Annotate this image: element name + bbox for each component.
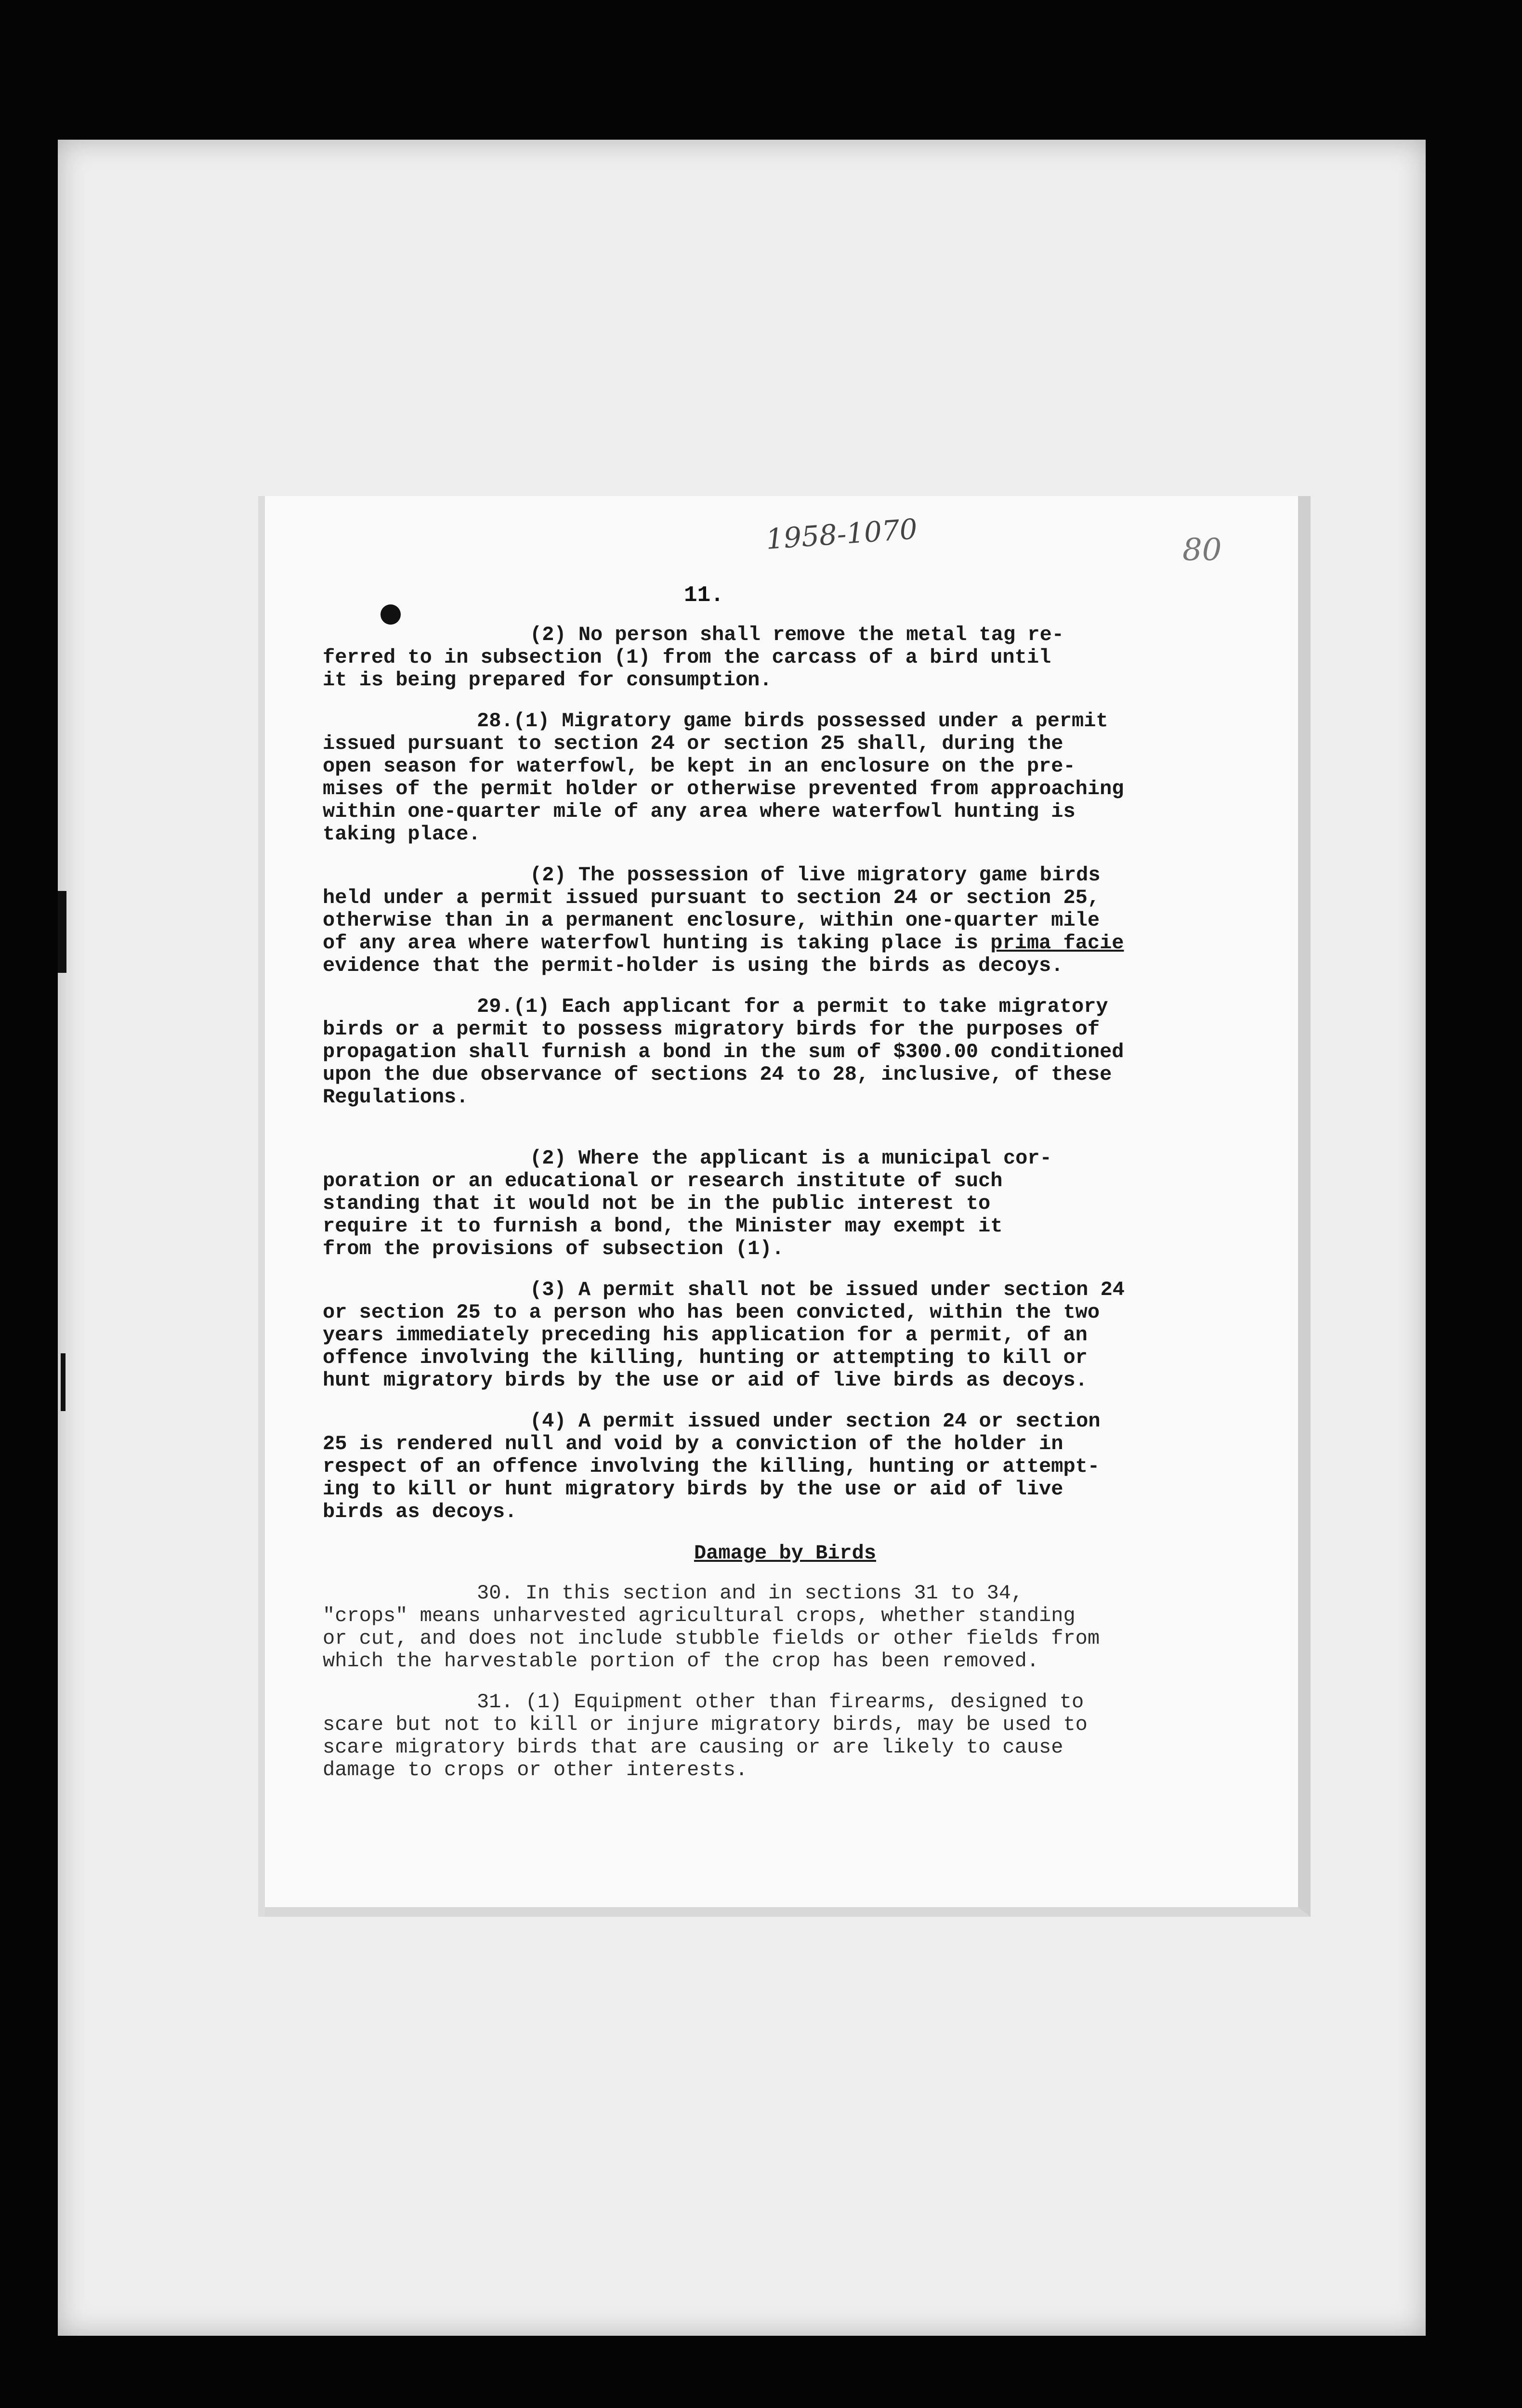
handwritten-archive-ref: 1958-1070: [765, 512, 918, 556]
emphasis-prima-facie: prima facie: [990, 931, 1124, 955]
punch-hole: [380, 604, 401, 625]
paragraph-29-4: (4) A permit issued under section 24 or section 25 is rendered null and void by a conviction of the holder in respect of an offence involving the killing, hunting or attempt- ing to kill or hunt migratory birds by the use or aid of live birds as decoys.: [323, 1410, 1101, 1523]
film-edge-mark: [61, 1353, 66, 1411]
paragraph-27-2: (2) No person shall remove the metal tag re- ferred to in subsection (1) from the carcass of a bird until it is being prepared for consumption.: [323, 623, 1064, 692]
paragraph-29-1: 29.(1) Each applicant for a permit to take migratory birds or a permit to possess migratory birds for the purposes of propagation shall furnish a bond in the sum of $300.00 conditioned upon the due observance of sections 24 to 28, inclusive, of these Regulations.: [323, 995, 1124, 1109]
paragraph-29-2: (2) Where the applicant is a municipal cor- poration or an educational or research institute of such standing that it would not be in the public interest to require it to furnish a bond, the Minister may exempt it from the provisions of subsection (1).: [323, 1147, 1052, 1260]
document-body: [323, 624, 1247, 1800]
paragraph-28-1: 28.(1) Migratory game birds possessed under a permit issued pursuant to section 24 or section 25 shall, during the open season for waterfowl, be kept in an enclosure on the pre- mises of the permit holder or otherwise prevented from approaching within one-quarter mile of any area where waterfowl hunting is taking place.: [323, 709, 1124, 846]
document-page: [265, 496, 1311, 1917]
stamped-page-number: 80: [1182, 532, 1222, 568]
film-edge-mark: [58, 891, 66, 973]
section-heading: Damage by Birds: [694, 1542, 877, 1565]
paragraph-31-1: 31. (1) Equipment other than firearms, designed to scare but not to kill or injure migratory birds, may be used to scare migratory birds that are causing or are likely to cause damage to crops or other interests.: [323, 1690, 1088, 1781]
page-number: 11.: [684, 583, 724, 608]
paragraph-28-2: (2) The possession of live migratory game birds held under a permit issued pursuant to section 24 or section 25, otherwise than in a permanent enclosure, within one-quarter mile of any area where waterfowl hunting is taking place is prima facie evidence that the permit-holder is using the birds as decoys.: [323, 864, 1124, 977]
paragraph-29-3: (3) A permit shall not be issued under section 24 or section 25 to a person who has been convicted, within the two years immediately preceding his application for a permit, of an offence involving the killing, hunting or attempting to kill or hunt migratory birds by the use or aid of live birds as decoys.: [323, 1278, 1125, 1392]
paragraph-30: 30. In this section and in sections 31 to 34, "crops" means unharvested agricultural crops, whether standing or cut, and does not include stubble fields or other fields from which the harvestable portion of the crop has been removed.: [323, 1582, 1100, 1673]
